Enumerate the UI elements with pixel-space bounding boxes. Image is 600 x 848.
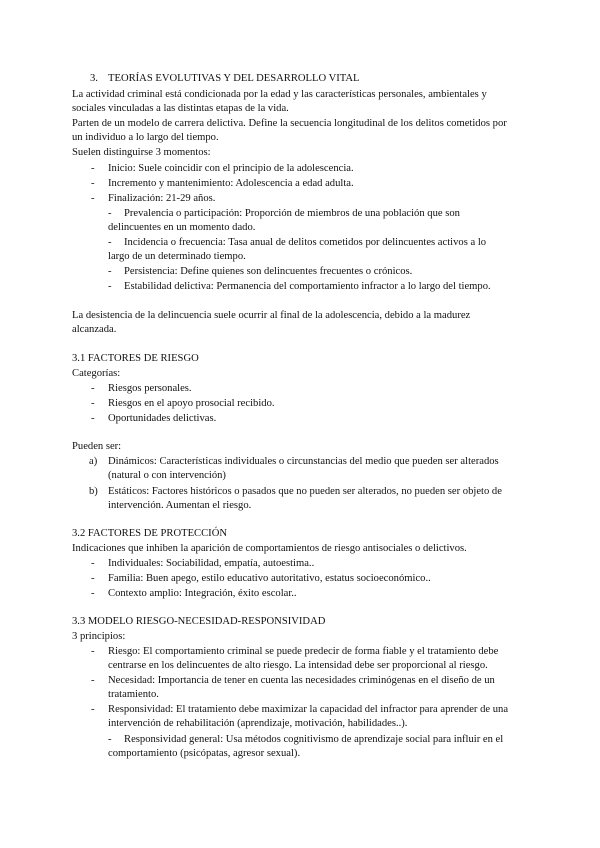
list-item: Estáticos: Factores históricos o pasados que no pueden ser alterados, no pueden ser objeto de bbox=[108, 486, 502, 497]
paragraph-line: Suelen distinguirse 3 momentos: bbox=[72, 147, 211, 158]
bullet-dash: - bbox=[108, 266, 112, 277]
bullet-dash: - bbox=[108, 281, 112, 292]
list-item: Oportunidades delictivas. bbox=[108, 413, 217, 424]
sub-list-item: Responsividad general: Usa métodos cognitivismo de aprendizaje social para influir en el bbox=[124, 734, 504, 745]
paragraph-line: 3 principios: bbox=[72, 631, 126, 642]
bullet-dash: - bbox=[91, 558, 95, 569]
list-item-cont: intervención de rehabilitación (aprendizaje, motivación, habilidades..). bbox=[108, 718, 408, 729]
bullet-dash: - bbox=[91, 163, 95, 174]
bullet-dash: - bbox=[91, 588, 95, 599]
list-marker: a) bbox=[89, 456, 98, 467]
list-item: Incremento y mantenimiento: Adolescencia a edad adulta. bbox=[108, 178, 354, 189]
section-number: 3. bbox=[90, 73, 98, 84]
paragraph-line: Indicaciones que inhiben la aparición de comportamientos de riesgo antisociales o delictivos. bbox=[72, 543, 467, 554]
sub-list-item-cont: largo de un determinado tiempo. bbox=[108, 251, 246, 262]
paragraph-line: La desistencia de la delincuencia suele ocurrir al final de la adolescencia, debido a la madurez bbox=[72, 310, 471, 321]
sub-list-item: Incidencia o frecuencia: Tasa anual de delitos cometidos por delincuentes activos a lo bbox=[124, 237, 487, 248]
bullet-dash: - bbox=[91, 573, 95, 584]
paragraph-line: Parten de un modelo de carrera delictiva. Define la secuencia longitudinal de los delitos cometidos por bbox=[72, 118, 507, 129]
bullet-dash: - bbox=[91, 704, 95, 715]
paragraph-line: un individuo a lo largo del tiempo. bbox=[72, 132, 219, 143]
sub-list-item: Prevalencia o participación: Proporción de miembros de una población que son bbox=[124, 208, 460, 219]
bullet-dash: - bbox=[91, 178, 95, 189]
list-item: Individuales: Sociabilidad, empatía, autoestima.. bbox=[108, 558, 315, 569]
subsection-title: 3.3 MODELO RIESGO-NECESIDAD-RESPONSIVIDAD bbox=[72, 616, 326, 627]
sub-list-item-cont: comportamiento (psicópatas, agresor sexual). bbox=[108, 748, 301, 759]
sub-list-item-cont: delincuentes en un momento dado. bbox=[108, 222, 256, 233]
section-title: TEORÍAS EVOLUTIVAS Y DEL DESARROLLO VITAL bbox=[108, 73, 360, 84]
list-item: Riesgo: El comportamiento criminal se puede predecir de forma fiable y el tratamiento debe bbox=[108, 646, 499, 657]
paragraph-line: Pueden ser: bbox=[72, 441, 122, 452]
paragraph-line: Categorías: bbox=[72, 368, 121, 379]
list-item: Riesgos en el apoyo prosocial recibido. bbox=[108, 398, 275, 409]
list-item-cont: tratamiento. bbox=[108, 689, 159, 700]
sub-list-item: Estabilidad delictiva: Permanencia del comportamiento infractor a lo largo del tiempo. bbox=[124, 281, 491, 292]
bullet-dash: - bbox=[108, 208, 112, 219]
list-item: Contexto amplio: Integración, éxito escolar.. bbox=[108, 588, 297, 599]
list-item: Familia: Buen apego, estilo educativo autoritativo, estatus socioeconómico.. bbox=[108, 573, 431, 584]
bullet-dash: - bbox=[108, 734, 112, 745]
bullet-dash: - bbox=[91, 413, 95, 424]
bullet-dash: - bbox=[91, 398, 95, 409]
bullet-dash: - bbox=[91, 383, 95, 394]
list-item: Riesgos personales. bbox=[108, 383, 192, 394]
subsection-title: 3.1 FACTORES DE RIESGO bbox=[72, 353, 199, 364]
list-marker: b) bbox=[89, 486, 98, 497]
list-item-cont: centrarse en los delincuentes de alto riesgo. La intensidad debe ser proporcional al riesgo. bbox=[108, 660, 488, 671]
bullet-dash: - bbox=[91, 193, 95, 204]
bullet-dash: - bbox=[91, 675, 95, 686]
list-item-cont: (natural o con intervención) bbox=[108, 470, 226, 481]
list-item: Responsividad: El tratamiento debe maximizar la capacidad del infractor para aprender de una bbox=[108, 704, 509, 715]
bullet-dash: - bbox=[91, 646, 95, 657]
list-item: Inicio: Suele coincidir con el principio de la adolescencia. bbox=[108, 163, 354, 174]
sub-list-item: Persistencia: Define quienes son delincuentes frecuentes o crónicos. bbox=[124, 266, 413, 277]
bullet-dash: - bbox=[108, 237, 112, 248]
list-item: Dinámicos: Características individuales o circunstancias del medio que pueden ser alterados bbox=[108, 456, 499, 467]
paragraph-line: La actividad criminal está condicionada por la edad y las características personales, ambientales y bbox=[72, 89, 487, 100]
list-item-cont: intervención. Aumentan el riesgo. bbox=[108, 500, 252, 511]
paragraph-line: sociales vinculadas a las distintas etapas de la vida. bbox=[72, 103, 289, 114]
paragraph-line: alcanzada. bbox=[72, 324, 117, 335]
subsection-title: 3.2 FACTORES DE PROTECCIÓN bbox=[72, 528, 228, 539]
list-item: Finalización: 21-29 años. bbox=[108, 193, 216, 204]
list-item: Necesidad: Importancia de tener en cuenta las necesidades criminógenas en el diseño de un bbox=[108, 675, 495, 686]
